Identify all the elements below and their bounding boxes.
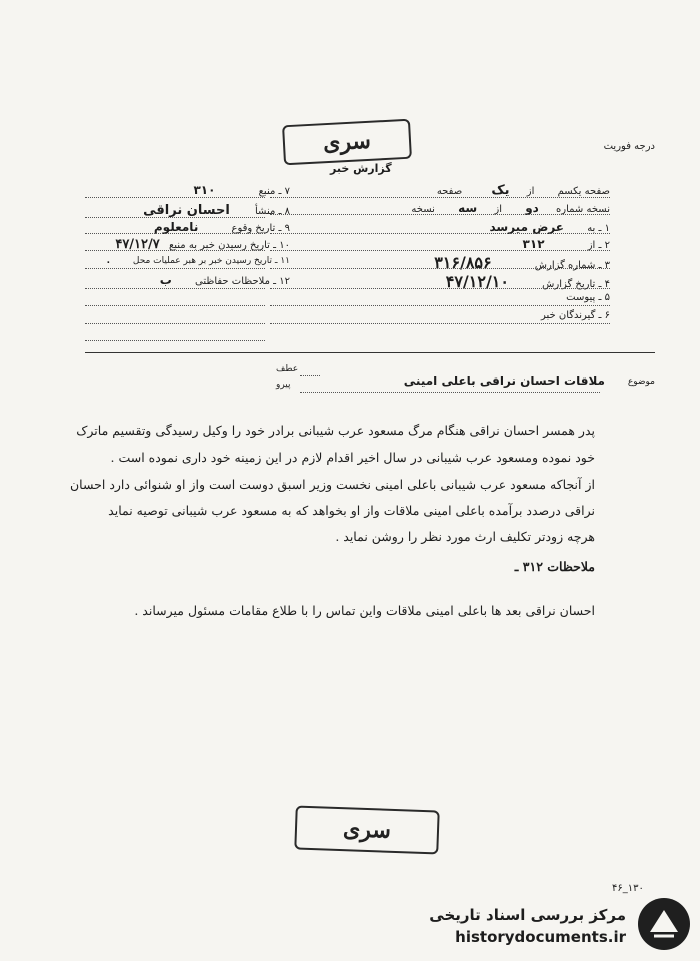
recipients-field: ۶ ـ گیرندگان خبر xyxy=(540,310,610,321)
report-number-field: ۳ ـ شماره گزارش ۳۱۶/۸۵۶ xyxy=(434,253,610,272)
page-count-field: صفحه یکسم از یک صفحه xyxy=(436,183,610,198)
watermark-url: historydocuments.ir xyxy=(455,928,626,946)
notes-heading: ملاحظات ۳۱۲ ـ xyxy=(514,559,595,574)
security-notes-field: ۱۲ ـ ملاحظات حفاظتی ب xyxy=(159,273,290,287)
source-field: ۷ ـ منبع ۳۱۰ xyxy=(193,183,290,197)
follow-up-label: پیرو xyxy=(276,380,291,390)
copy-number-field: نسخه شماره دو از سه نسخه xyxy=(411,201,610,215)
report-title: گزارش خبر xyxy=(330,162,392,175)
body-line-4: نراقی درصدد برآمده باعلی امینی ملاقات واز او بخواهد که به مسعود عرب شیبانی توصیه نماید xyxy=(108,503,595,518)
to-field: ۱ ـ به عرض میرسد xyxy=(489,220,610,234)
subject-label: موضوع xyxy=(627,377,655,387)
news-to-source-date-field: ۱۰ ـ تاریخ رسیدن خبر به منبع ۴۷/۱۲/۷ xyxy=(115,237,290,252)
secret-stamp-bottom: سری xyxy=(294,806,439,855)
reference-label: عطف xyxy=(276,364,299,374)
body-line-2: خود نموده ومسعود عرب شیبانی در سال اخیر اقدام لازم در این زمینه خود داری نموده است . xyxy=(110,450,595,465)
secret-stamp-top: سری xyxy=(282,119,412,166)
watermark-title: مرکز بررسی اسناد تاریخی xyxy=(429,906,626,924)
event-date-field: ۹ ـ تاریخ وقوع نامعلوم xyxy=(153,220,290,234)
header-divider xyxy=(85,352,655,353)
attachment-field: ۵ ـ پیوست xyxy=(566,292,610,303)
body-line-1: پدر همسر احسان نراقی هنگام مرگ مسعود عرب شیبانی برادر خود را وکیل رسیدگی وتقسیم ماترک xyxy=(76,423,595,438)
page-number: ۴۶_۱۳۰ xyxy=(612,883,644,894)
news-to-operations-date-field: ۱۱ ـ تاریخ رسیدن خبر بر هبر عملیات محل . xyxy=(106,256,290,266)
origin-field: ۸ ـ منشأ احسان نراقی xyxy=(143,203,290,218)
notes-text: احسان نراقی بعد ها باعلی امینی ملاقات واین تماس را با طلاع مقامات مسئول میرساند . xyxy=(134,603,595,618)
from-field: ۲ ـ از ۳۱۲ xyxy=(522,237,610,251)
classification-label: درجه فوریت xyxy=(603,141,655,152)
body-line-3: از آنجاکه مسعود عرب شیبانی باعلی امینی نخست وزیر اسبق دوست است واز او شنوائی دارد احسان xyxy=(70,477,595,492)
report-date-field: ۴ ـ تاریخ گزارش ۴۷/۱۲/۱۰ xyxy=(445,272,610,291)
subject-value: ملاقات احسان نراقی باعلی امینی xyxy=(403,374,605,388)
archive-logo-icon xyxy=(636,896,692,952)
body-line-5: هرچه زودتر تکلیف ارث مورد نظر را روشن نماید . xyxy=(335,529,595,544)
